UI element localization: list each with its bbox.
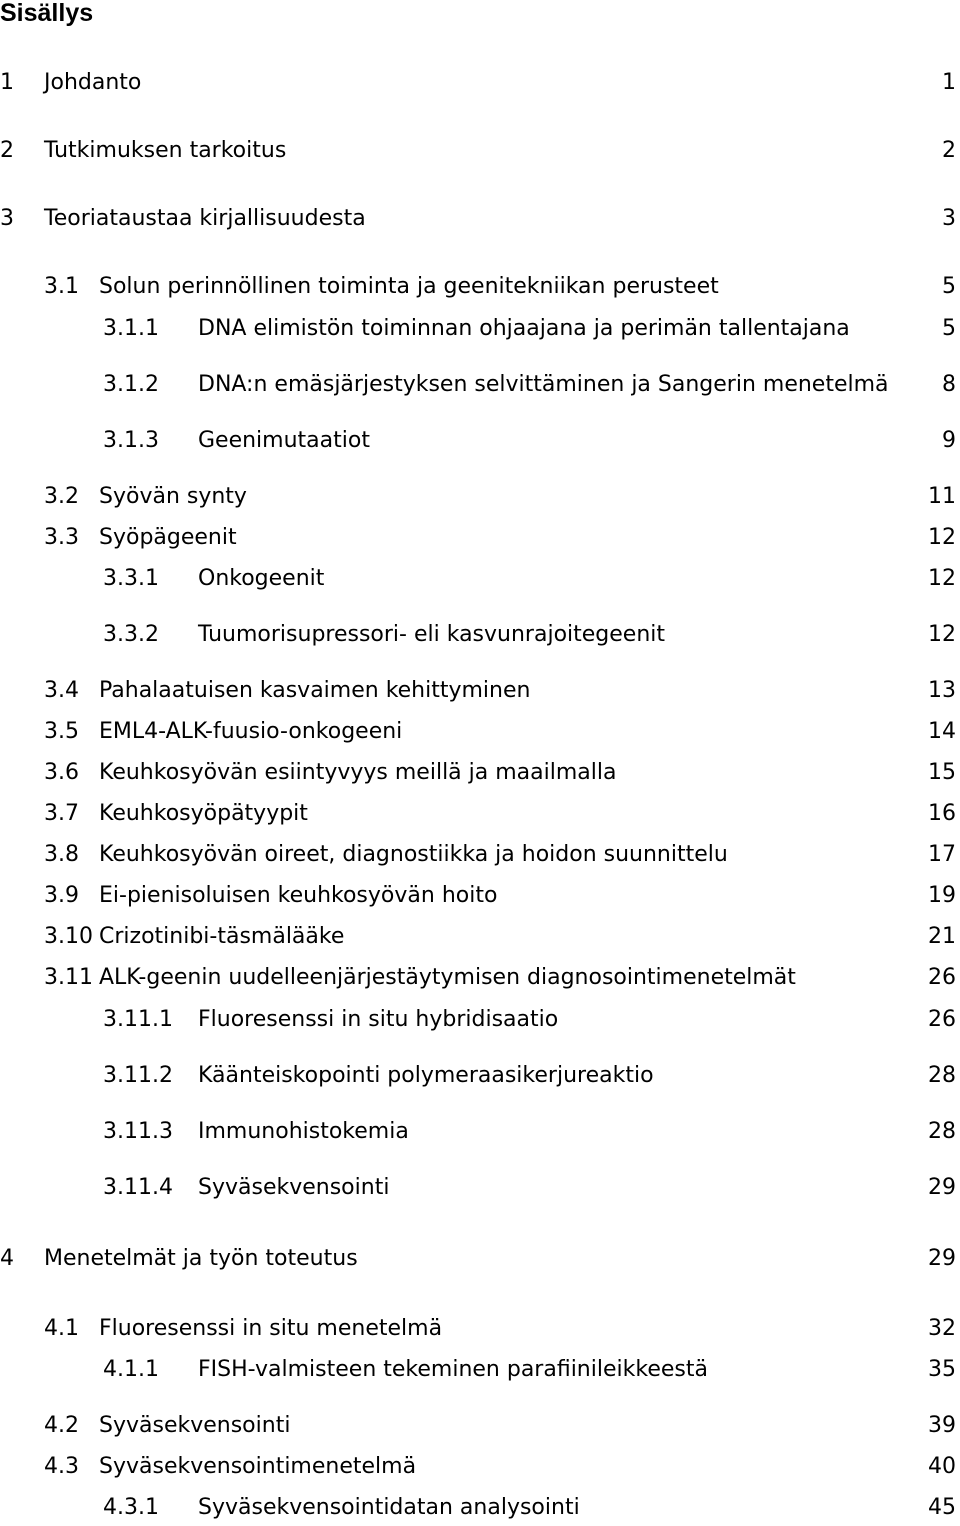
toc-entry-title: Solun perinnöllinen toiminta ja geenitekniikan perusteet (99, 274, 719, 299)
toc-entry-page: 13 (928, 678, 956, 703)
toc-entry-page: 28 (928, 1063, 956, 1088)
toc-entry[interactable] (0, 758, 960, 788)
toc-entry-title: Keuhkosyövän esiintyvyys meillä ja maailmalla (99, 760, 617, 785)
toc-entry[interactable] (0, 1005, 960, 1035)
toc-entry-page: 9 (942, 428, 956, 453)
toc-entry-number: 1 (0, 70, 14, 95)
toc-entry-number: 4.3 (44, 1454, 79, 1479)
toc-entry-number: 3.8 (44, 842, 79, 867)
toc-entry-page: 26 (928, 965, 956, 990)
toc-entry[interactable] (0, 1244, 960, 1274)
toc-entry[interactable] (0, 314, 960, 344)
toc-entry-page: 45 (928, 1495, 956, 1520)
toc-entry-page: 1 (942, 70, 956, 95)
toc-entry-number: 4.1 (44, 1316, 79, 1341)
toc-entry-page: 12 (928, 566, 956, 591)
toc-entry-number: 4.2 (44, 1413, 79, 1438)
toc-entry[interactable] (0, 564, 960, 594)
toc-entry-page: 16 (928, 801, 956, 826)
toc-entry-number: 3.11 (44, 965, 93, 990)
toc-entry-number: 3.4 (44, 678, 79, 703)
toc-entry-page: 3 (942, 206, 956, 231)
toc-entry[interactable] (0, 272, 960, 302)
toc-entry-page: 14 (928, 719, 956, 744)
toc-entry-title: Onkogeenit (198, 566, 325, 591)
toc-entry-page: 5 (942, 316, 956, 341)
toc-entry[interactable] (0, 881, 960, 911)
toc-entry-number: 3.9 (44, 883, 79, 908)
toc-entry[interactable] (0, 922, 960, 952)
toc-entry-title: Immunohistokemia (198, 1119, 409, 1144)
toc-entry-page: 12 (928, 525, 956, 550)
toc-entry-title: DNA:n emäsjärjestyksen selvittäminen ja Sangerin menetelmä (198, 372, 889, 397)
toc-entry[interactable] (0, 963, 960, 993)
toc-entry-page: 21 (928, 924, 956, 949)
toc-entry-number: 3.3.1 (103, 566, 159, 591)
toc-entry-page: 35 (928, 1357, 956, 1382)
toc-entry-page: 39 (928, 1413, 956, 1438)
toc-entry-number: 3.11.3 (103, 1119, 173, 1144)
toc-entry[interactable] (0, 799, 960, 829)
toc-entry-page: 32 (928, 1316, 956, 1341)
toc-heading: Sisällys (0, 0, 94, 27)
toc-entry-number: 3.3.2 (103, 622, 159, 647)
toc-entry-number: 3.3 (44, 525, 79, 550)
toc-entry-number: 4 (0, 1246, 14, 1271)
toc-entry[interactable] (0, 1493, 960, 1523)
toc-entry-number: 3.1.2 (103, 372, 159, 397)
toc-entry[interactable] (0, 1452, 960, 1482)
toc-entry-number: 3.10 (44, 924, 93, 949)
toc-entry-number: 3.11.4 (103, 1175, 173, 1200)
toc-entry-number: 3.11.1 (103, 1007, 173, 1032)
toc-entry-number: 3.1 (44, 274, 79, 299)
toc-entry-title: Tutkimuksen tarkoitus (44, 138, 287, 163)
toc-entry[interactable] (0, 426, 960, 456)
toc-entry[interactable] (0, 1061, 960, 1091)
toc-entry-page: 19 (928, 883, 956, 908)
toc-entry-number: 3.1.3 (103, 428, 159, 453)
toc-entry-title: Keuhkosyöpätyypit (99, 801, 308, 826)
toc-entry-page: 15 (928, 760, 956, 785)
toc-entry[interactable] (0, 1411, 960, 1441)
toc-entry-title: ALK-geenin uudelleenjärjestäytymisen diagnosointimenetelmät (99, 965, 796, 990)
toc-entry[interactable] (0, 620, 960, 650)
toc-entry-page: 29 (928, 1246, 956, 1271)
toc-entry-page: 28 (928, 1119, 956, 1144)
toc-entry-title: Teoriataustaa kirjallisuudesta (44, 206, 366, 231)
toc-entry-title: Pahalaatuisen kasvaimen kehittyminen (99, 678, 531, 703)
toc-entry-title: Ei-pienisoluisen keuhkosyövän hoito (99, 883, 498, 908)
toc-entry-page: 11 (928, 484, 956, 509)
toc-entry[interactable] (0, 717, 960, 747)
toc-entry-number: 4.1.1 (103, 1357, 159, 1382)
toc-entry-title: Syväsekvensointi (198, 1175, 390, 1200)
toc-entry-number: 3.5 (44, 719, 79, 744)
toc-entry-title: Syväsekvensointi (99, 1413, 291, 1438)
toc-entry-page: 29 (928, 1175, 956, 1200)
toc-entry-page: 12 (928, 622, 956, 647)
toc-entry-title: Fluoresenssi in situ hybridisaatio (198, 1007, 559, 1032)
toc-entry[interactable] (0, 1355, 960, 1385)
toc-entry[interactable] (0, 370, 960, 400)
toc-entry[interactable] (0, 523, 960, 553)
toc-entry[interactable] (0, 68, 960, 98)
toc-entry-title: Syväsekvensointimenetelmä (99, 1454, 417, 1479)
toc-entry[interactable] (0, 1117, 960, 1147)
toc-entry-page: 17 (928, 842, 956, 867)
toc-entry-title: Tuumorisupressori- eli kasvunrajoitegeenit (198, 622, 666, 647)
toc-entry[interactable] (0, 136, 960, 166)
toc-entry-title: Syövän synty (99, 484, 247, 509)
toc-entry-title: EML4-ALK-fuusio-onkogeeni (99, 719, 403, 744)
toc-entry-number: 4.3.1 (103, 1495, 159, 1520)
toc-entry-number: 3.11.2 (103, 1063, 173, 1088)
toc-entry-title: Käänteiskopointi polymeraasikerjureaktio (198, 1063, 654, 1088)
toc-entry-page: 26 (928, 1007, 956, 1032)
toc-entry-page: 5 (942, 274, 956, 299)
toc-entry-title: Fluoresenssi in situ menetelmä (99, 1316, 443, 1341)
toc-entry[interactable] (0, 482, 960, 512)
toc-entry-number: 3.6 (44, 760, 79, 785)
toc-entry-number: 2 (0, 138, 14, 163)
toc-entry-title: FISH-valmisteen tekeminen parafiinileikkeestä (198, 1357, 708, 1382)
toc-entry-title: Geenimutaatiot (198, 428, 370, 453)
toc-entry-title: Syöpägeenit (99, 525, 237, 550)
toc-entry-number: 3.1.1 (103, 316, 159, 341)
toc-entry-number: 3.2 (44, 484, 79, 509)
toc-entry[interactable] (0, 1314, 960, 1344)
toc-entry-number: 3.7 (44, 801, 79, 826)
toc-entry-page: 2 (942, 138, 956, 163)
toc-entry[interactable] (0, 204, 960, 234)
toc-entry-title: DNA elimistön toiminnan ohjaajana ja perimän tallentajana (198, 316, 850, 341)
toc-entry-title: Syväsekvensointidatan analysointi (198, 1495, 580, 1520)
toc-entry[interactable] (0, 840, 960, 870)
toc-entry[interactable] (0, 676, 960, 706)
toc-entry-number: 3 (0, 206, 14, 231)
toc-entry-page: 8 (942, 372, 956, 397)
toc-entry-title: Keuhkosyövän oireet, diagnostiikka ja hoidon suunnittelu (99, 842, 728, 867)
toc-entry-title: Johdanto (44, 70, 142, 95)
toc-entry-title: Menetelmät ja työn toteutus (44, 1246, 358, 1271)
toc-entry-page: 40 (928, 1454, 956, 1479)
toc-entry-title: Crizotinibi-täsmälääke (99, 924, 345, 949)
toc-entry[interactable] (0, 1173, 960, 1203)
